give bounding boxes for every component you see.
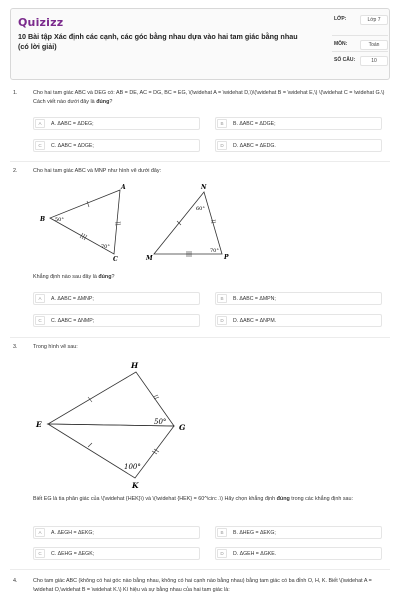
subject-label: MÔN: (334, 41, 348, 47)
q1-option-b[interactable] (215, 117, 382, 130)
vertex-label-m: M (146, 255, 153, 262)
vertex-label-a: A (121, 184, 126, 191)
q2-option-b[interactable] (215, 292, 382, 305)
angle-label: 70° (210, 248, 219, 254)
option-text: D. ΔABC = ΔEDG. (233, 143, 276, 149)
question-number: 4. (13, 578, 18, 584)
q3-option-b[interactable] (215, 526, 382, 539)
q1-option-a[interactable] (33, 117, 200, 130)
triangles-abc-mnp-figure (30, 180, 250, 264)
option-text: D. ΔGEH = ΔGKE. (233, 551, 277, 557)
triangle-egk (48, 424, 174, 478)
option-letter: D (217, 316, 227, 325)
grade-value: Lớp 7 (360, 15, 388, 25)
prompt-text: Biết EG là tia phân giác của \(\widehat {HEK}\) và \(\widehat {HEK} = 60^\circ .\) Hãy chọn khẳng định (33, 496, 276, 502)
angle-label: 60° (196, 206, 205, 212)
q1-option-c[interactable] (33, 139, 200, 152)
question-end: ? (109, 98, 113, 105)
option-text: C. ΔABC = ΔDGE; (51, 143, 94, 149)
quizizz-logo: Quizizz (18, 16, 64, 29)
q3-option-a[interactable] (33, 526, 200, 539)
prompt-text: Khẳng định nào sau đây là (33, 274, 97, 280)
vertex-label-p: P (224, 254, 229, 261)
question-2-text: Cho hai tam giác ABC và MNP như hình vẽ dưới đây: (33, 168, 162, 174)
q2-option-d[interactable] (215, 314, 382, 327)
option-letter: D (217, 549, 227, 558)
option-text: C. ΔEHG = ΔEGK; (51, 551, 95, 557)
prompt-end: trong các khẳng định sau: (291, 496, 354, 502)
tick-mark (88, 443, 92, 447)
angle-label: 100° (124, 463, 141, 471)
question-3-text: Trong hình vẽ sau: (33, 344, 78, 350)
option-letter: B (217, 119, 227, 128)
q2-option-c[interactable] (33, 314, 200, 327)
option-letter: A (35, 528, 45, 537)
option-letter: C (35, 316, 45, 325)
count-value: 10 (360, 56, 388, 66)
meta-divider (332, 51, 388, 52)
angle-label: 50° (154, 418, 167, 426)
question-divider (10, 569, 390, 570)
vertex-label-c: C (113, 256, 118, 263)
question-divider (10, 337, 390, 338)
emphasis: đúng (276, 496, 290, 502)
option-letter: B (217, 528, 227, 537)
count-label: SỐ CÂU: (334, 57, 356, 63)
option-text: A. ΔABC = ΔDEG; (51, 121, 94, 127)
q2-option-a[interactable] (33, 292, 200, 305)
option-letter: A (35, 294, 45, 303)
vertex-label-g: G (179, 423, 186, 432)
option-text: A. ΔABC = ΔMNP; (51, 296, 94, 302)
question-number: 1. (13, 90, 18, 96)
worksheet-header (10, 8, 390, 80)
vertex-label-n: N (201, 184, 207, 191)
subject-value: Toán (360, 40, 388, 50)
question-2-prompt (33, 273, 388, 282)
option-letter: C (35, 141, 45, 150)
grade-label: LỚP: (334, 16, 347, 22)
question-end: ? (111, 274, 115, 280)
question-number: 3. (13, 344, 18, 350)
option-letter: B (217, 294, 227, 303)
question-3-prompt (33, 495, 388, 504)
vertex-label-k: K (132, 481, 139, 490)
question-4-text: Cho tam giác ABC (không có hai góc nào bằng nhau, không có hai cạnh nào bằng nhau) bằng tam giác có ba đỉnh O, H, K. Biết \(\widehat A = \widehat O,\widehat B = \widehat K.\) Kí hiệu và sự bằng nhau của hai tam giác là: (33, 578, 372, 593)
tick-mark (115, 222, 121, 223)
question-divider (10, 161, 390, 162)
question-1-body: Cho hai tam giác ABC và DEG có: AB = DE, AC = DG, BC = EG, \(\widehat A = \widehat D,\)\(\widehat B = \widehat E,\) \(\widehat C = \widehat G.\) Cách viết nào dưới đây là (33, 90, 385, 105)
q1-option-d[interactable] (215, 139, 382, 152)
worksheet-title: 10 Bài tập Xác định các cạnh, các góc bằng nhau dựa vào hai tam giác bằng nhau (có lời giải) (18, 32, 298, 51)
option-text: A. ΔEGH = ΔEKG; (51, 530, 94, 536)
option-letter: D (217, 141, 227, 150)
option-text: B. ΔABC = ΔMPN; (233, 296, 276, 302)
option-text: D. ΔABC = ΔNPM. (233, 318, 277, 324)
option-text: C. ΔABC = ΔNMP; (51, 318, 95, 324)
emphasis: đúng (98, 274, 112, 280)
angle-label: 70° (101, 244, 110, 250)
vertex-label-e: E (36, 420, 42, 429)
option-letter: C (35, 549, 45, 558)
tick-mark (153, 395, 158, 397)
quadrilateral-hegk-figure (30, 358, 210, 494)
angle-label: 50° (55, 217, 64, 223)
q3-option-d[interactable] (215, 547, 382, 560)
question-1-text (33, 89, 388, 106)
option-letter: A (35, 119, 45, 128)
option-text: B. ΔHEG = ΔEKG; (233, 530, 276, 536)
meta-divider (332, 35, 388, 36)
tick-mark (88, 397, 92, 402)
tick-mark (87, 201, 89, 207)
vertex-label-h: H (131, 361, 139, 370)
tick-mark (211, 220, 216, 221)
vertex-label-b: B (40, 216, 46, 223)
emphasis: đúng (96, 98, 110, 105)
option-text: B. ΔABC = ΔDGE; (233, 121, 276, 127)
q3-option-c[interactable] (33, 547, 200, 560)
tick-mark (115, 224, 121, 225)
tick-mark (211, 222, 216, 223)
question-number: 2. (13, 168, 18, 174)
